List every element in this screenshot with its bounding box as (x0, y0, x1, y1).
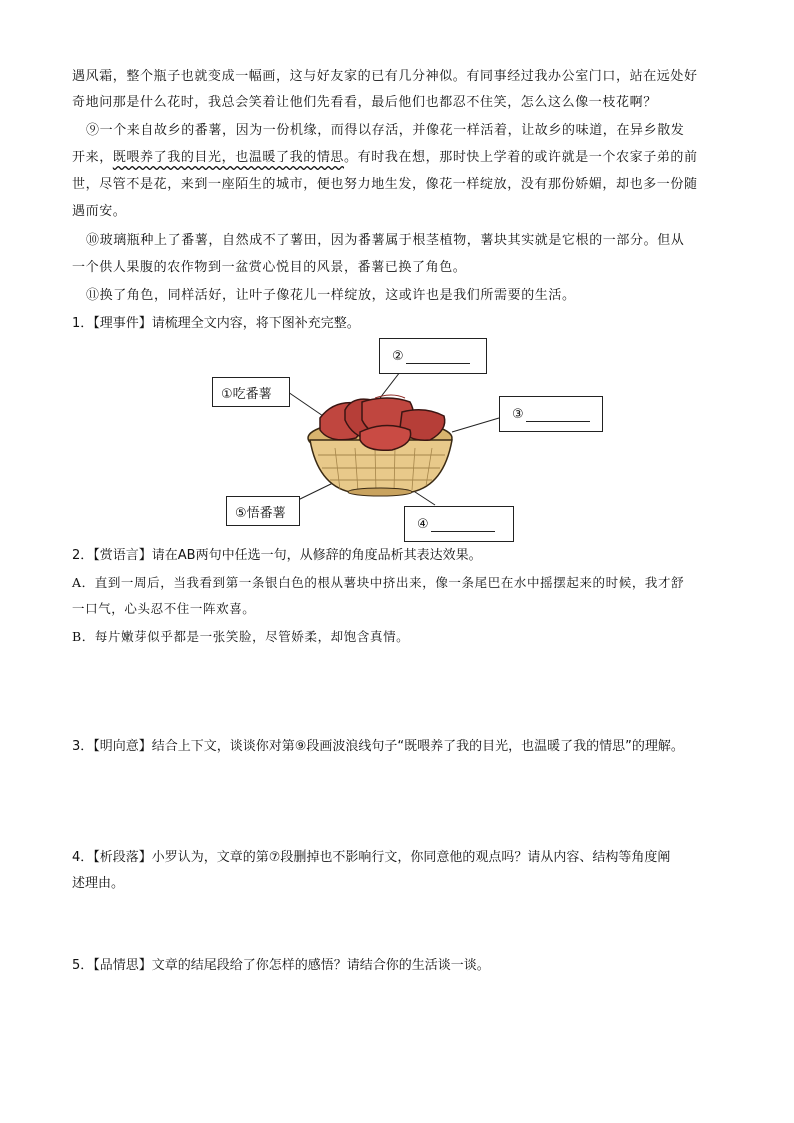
question-3: 3．【明向意】结合上下文，谈谈你对第⑨段画波浪线句子“既喂养了我的目光，也温暖了我的情思”的理解。 (72, 739, 684, 754)
diagram-box-5 (226, 496, 300, 526)
question-2-option-a-cont: 一口气，心头忍不住一阵欢喜。 (72, 601, 256, 616)
question-4-cont: 述理由。 (72, 876, 125, 891)
question-2: 2．【赏语言】请在AB两句中任选一句，从修辞的角度品析其表达效果。 (72, 548, 482, 563)
paragraph-9-line: 遇而安。 (72, 204, 127, 219)
box-label: ④ (417, 516, 429, 532)
box-label: ①吃番薯 (221, 386, 272, 402)
paragraph-10-line: ⑩玻璃瓶种上了番薯，自然成不了薯田，因为番薯属于根茎植物，薯块其实就是它根的一部分。但从 (86, 233, 685, 248)
question-2-option-a: A．直到一周后，当我看到第一条银白色的根从薯块中挤出来，像一条尾巴在水中摇摆起来的时候，我才舒 (72, 575, 685, 590)
diagram-box-4[interactable] (404, 506, 514, 542)
text-segment: 开来， (72, 150, 113, 165)
paragraph-9-line: 世，尽管不是花，来到一座陌生的城市，便也努力地生发，像花一样绽放，没有那份娇媚，却也多一份随 (72, 177, 698, 192)
question-5: 5．【品情思】文章的结尾段给了你怎样的感悟？请结合你的生活谈一谈。 (72, 958, 490, 973)
question-4: 4．【析段落】小罗认为，文章的第⑦段删掉也不影响行文，你同意他的观点吗？请从内容、结构等角度阐 (72, 850, 671, 865)
connector-line-2 (380, 372, 400, 398)
connector-line-5 (298, 482, 335, 500)
passage-line: 奇地问那是什么花时，我总会笑着让他们先看看，最后他们也都忍不住笑，怎么这么像一枝花啊？ (72, 95, 657, 110)
wavy-underlined-sentence: 既喂养了我的目光，也温暖了我的情思 (112, 150, 345, 165)
paragraph-9-line: ⑨一个来自故乡的番薯，因为一份机缘，而得以存活，并像花一样活着，让故乡的味道，在异乡散发 (86, 123, 685, 138)
passage-line: 遇风霜，整个瓶子也就变成一幅画，这与好友家的已有几分神似。有同事经过我办公室门口，站在远处好 (72, 69, 698, 84)
diagram-box-1 (212, 377, 290, 407)
question-1: 1．【理事件】请梳理全文内容，将下图补充完整。 (72, 316, 360, 331)
paragraph-11: ⑪换了角色，同样活好，让叶子像花儿一样绽放，这或许也是我们所需要的生活。 (86, 288, 576, 303)
answer-blank[interactable] (526, 407, 590, 422)
box-label: ⑤悟番薯 (235, 505, 286, 521)
paragraph-10-line: 一个供人果腹的农作物到一盆赏心悦目的风景，番薯已换了角色。 (72, 260, 467, 275)
answer-blank[interactable] (406, 349, 470, 364)
text-segment: 。有时我在想，那时快上学着的或许就是一个农家子弟的前 (344, 150, 698, 165)
connector-line-3 (452, 418, 499, 432)
connector-line-1 (288, 392, 326, 418)
connector-line-4 (412, 490, 435, 505)
diagram-box-2[interactable] (379, 338, 487, 374)
diagram-box-3[interactable] (499, 396, 603, 432)
box-label: ③ (512, 406, 524, 422)
answer-blank[interactable] (431, 517, 495, 532)
box-label: ② (392, 348, 404, 364)
question-2-option-b: B．每片嫩芽似乎都是一张笑脸，尽管娇柔，却饱含真情。 (72, 629, 410, 644)
